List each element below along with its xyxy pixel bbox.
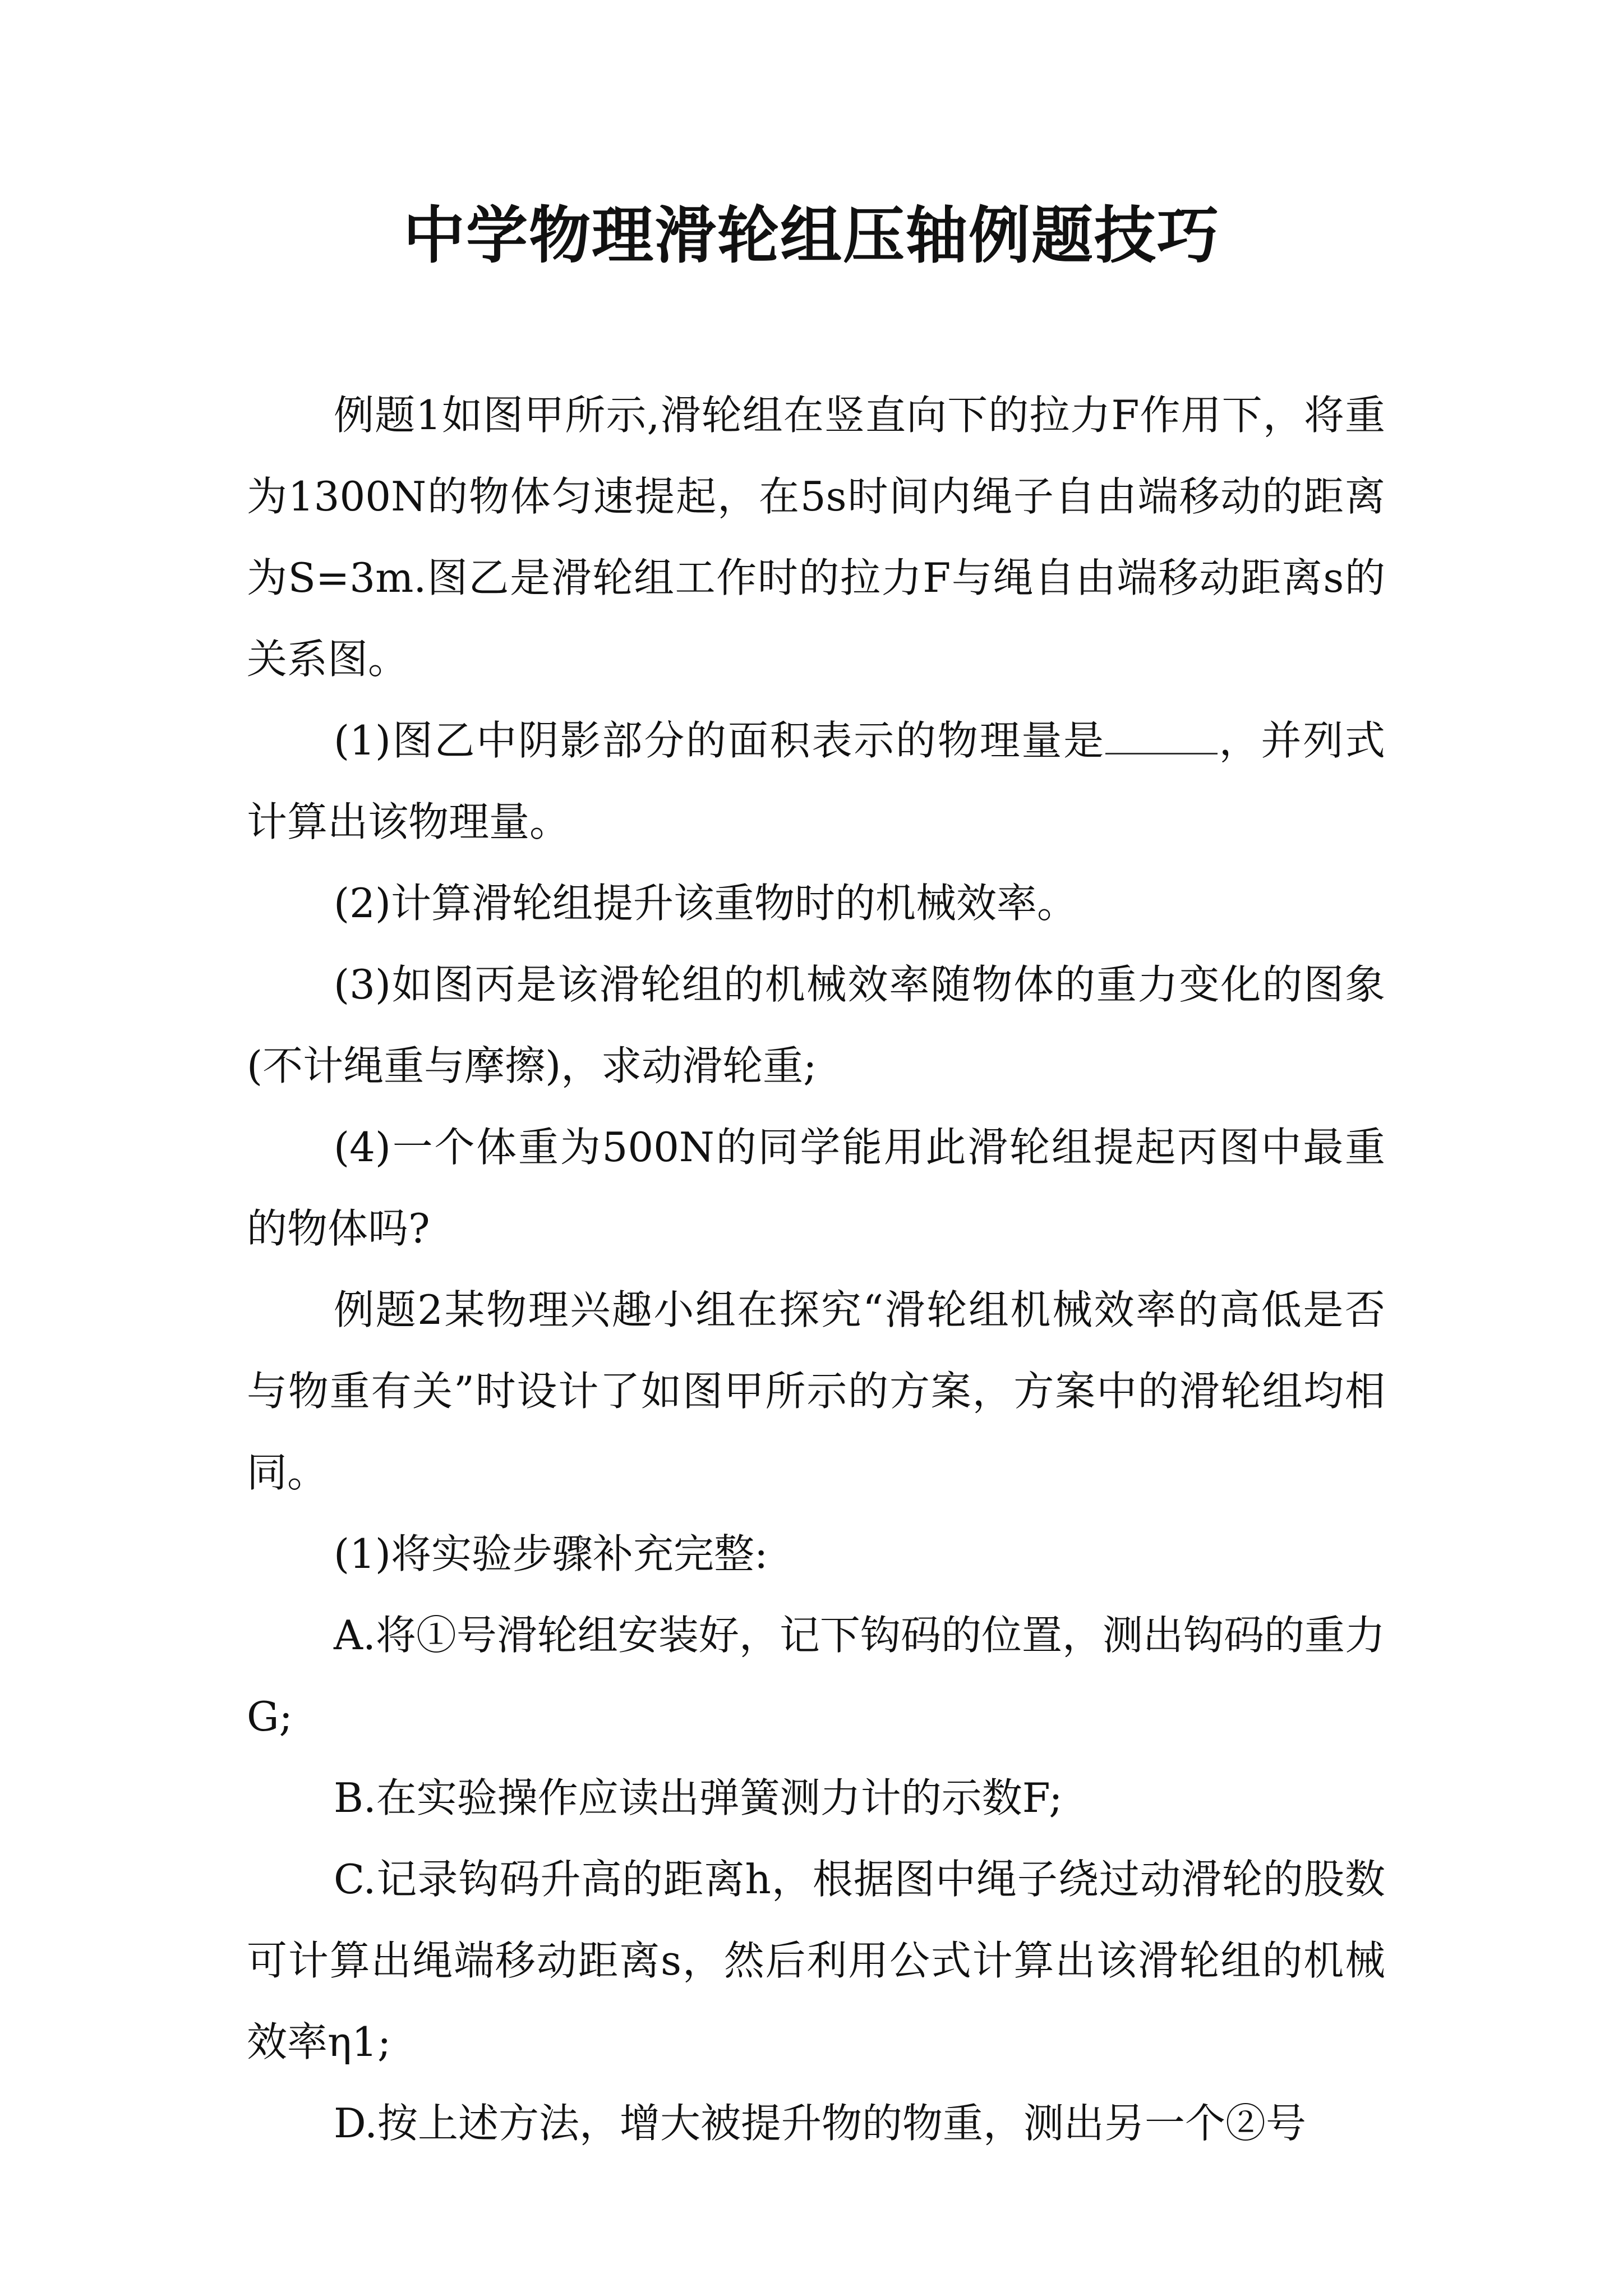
document-body: [247, 375, 1385, 2164]
step-d-paragraph: D.按上述方法，增大被提升物的物重，测出另一个②号: [334, 2100, 1307, 2147]
answer-blank: [1105, 719, 1218, 754]
step-a-paragraph: A.将①号滑轮组安装好，记下钩码的位置，测出钩码的重力G;: [247, 1612, 1385, 1740]
step-c-paragraph: C.记录钩码升高的距离h，根据图中绳子绕过动滑轮的股数可计算出绳端移动距离s，然后利用公式计算出该滑轮组的机械效率η1;: [247, 1856, 1385, 2065]
step-intro-paragraph: (1)将实验步骤补充完整:: [334, 1530, 768, 1577]
step-b-paragraph: B.在实验操作应读出弹簧测力计的示数F;: [334, 1774, 1063, 1821]
question-1-paragraph: [247, 700, 1385, 863]
question-1-text: (1)图乙中阴影部分的面积表示的物理量是: [334, 717, 1105, 764]
document-title: 中学物理滑轮组压轴例题技巧: [403, 200, 1220, 272]
example-2-paragraph: 例题2某物理兴趣小组在探究“滑轮组机械效率的高低是否与物重有关”时设计了如图甲所示的方案，方案中的滑轮组均相同。: [247, 1286, 1385, 1496]
example-1-paragraph: 例题1如图甲所示,滑轮组在竖直向下的拉力F作用下，将重为1300N的物体匀速提起，在5s时间内绳子自由端移动的距离为S=3m.图乙是滑轮组工作时的拉力F与绳自由端移动距离s的关系图。: [247, 392, 1385, 683]
question-4-paragraph: (4)一个体重为500N的同学能用此滑轮组提起丙图中最重的物体吗?: [247, 1124, 1385, 1252]
question-1-tail: ，并列式计算出该物理量。: [247, 717, 1385, 845]
question-2-paragraph: (2)计算滑轮组提升该重物时的机械效率。: [334, 880, 1077, 927]
question-3-paragraph: (3)如图丙是该滑轮组的机械效率随物体的重力变化的图象(不计绳重与摩擦)，求动滑轮重;: [247, 961, 1385, 1089]
